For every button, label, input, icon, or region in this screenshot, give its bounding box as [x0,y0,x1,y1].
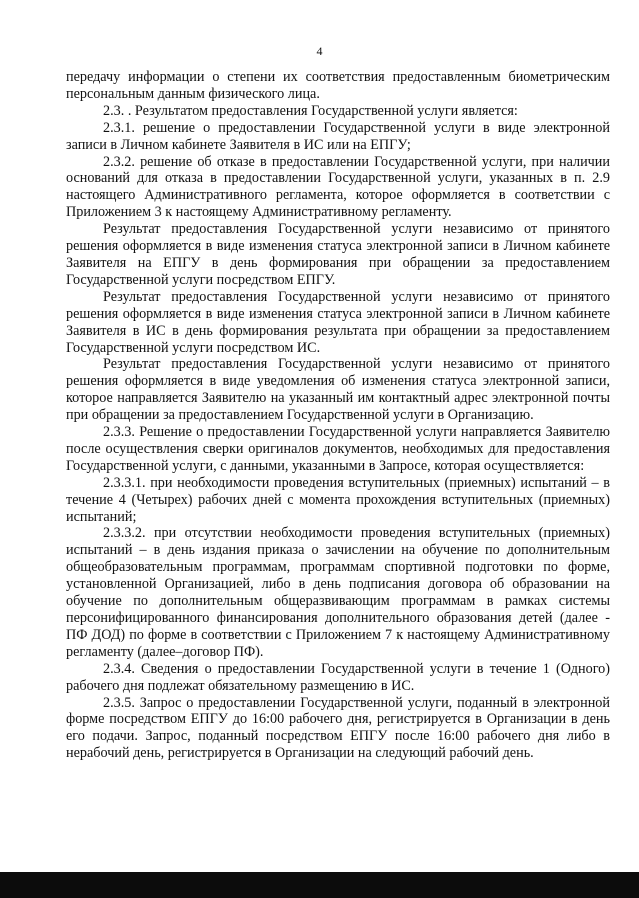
paragraph-result-is: Результат предоставления Государственной услуги независимо от принятого решения оформляется в виде изменения статуса электронной записи в Личном кабинете Заявителя в ИС в день формирования результата при обращении за предоставлением Государственной услуги посредством ИС. [66,288,610,356]
paragraph-2-3-1: 2.3.1. решение о предоставлении Государственной услуги в виде электронной записи в Личном кабинете Заявителя в ИС или на ЕПГУ; [66,119,610,153]
page-number: 4 [316,44,323,58]
scan-bottom-edge [0,872,639,898]
paragraph-2-3-5: 2.3.5. Запрос о предоставлении Государственной услуги, поданный в электронной форме посредством ЕПГУ до 16:00 рабочего дня, регистрируется в Организации в день его подачи. Запрос, поданный посредством ЕПГУ после 16:00 рабочего дня либо в нерабочий день, регистрируется в Организации на следующий рабочий день. [66,694,610,762]
paragraph-result-email: Результат предоставления Государственной услуги независимо от принятого решения оформляется в виде уведомления об изменения статуса электронной записи, которое направляется Заявителю на указанный им контактный адрес электронной почты при обращении за предоставлением Государственной услуги в Организацию. [66,356,610,424]
paragraph-2-3: 2.3. . Результатом предоставления Государственной услуги является: [103,102,518,119]
paragraph-2-3-4: 2.3.4. Сведения о предоставлении Государственной услуги в течение 1 (Одного) рабочего дня подлежат обязательному размещению в ИС. [66,660,610,694]
paragraph-2-3-3: 2.3.3. Решение о предоставлении Государственной услуги направляется Заявителю после осуществления сверки оригиналов документов, необходимых для предоставления Государственной услуги, с данными, указанными в Запросе, которая осуществляется: [66,424,610,474]
paragraph-2-3-3-1: 2.3.3.1. при необходимости проведения вступительных (приемных) испытаний – в течение 4 (Четырех) рабочих дней с момента прохождения вступительных (приемных) испытаний; [66,474,610,525]
paragraph-2-3-3-2: 2.3.3.2. при отсутствии необходимости проведения вступительных (приемных) испытаний – в день издания приказа о зачислении на обучение по дополнительным общеобразовательным программам, программам спортивной подготовки по форме, установленной Организацией, либо в день подписания договора об образовании на обучение по дополнительным общеразвивающим программам в рамках системы персонифицированного финансирования дополнительного образования детей (далее - ПФ ДОД) по форме в соответствии с Приложением 7 к настоящему Административному регламенту (далее–договор ПФ). [66,525,610,660]
paragraph-result-epgu: Результат предоставления Государственной услуги независимо от принятого решения оформляется в виде изменения статуса электронной записи в Личном кабинете Заявителя на ЕПГУ в день формирования при обращении за предоставлением Государственной услуги посредством ЕПГУ. [66,221,610,288]
document-body [66,69,610,762]
paragraph-continuation: передачу информации о степени их соответствия предоставленным биометрическим персональным данным физического лица. [66,69,610,102]
paragraph-2-3-2: 2.3.2. решение об отказе в предоставлении Государственной услуги, при наличии оснований для отказа в предоставлении Государственной услуги, указанных в п. 2.9 настоящего Административного регламента, которое оформляется в соответствии с Приложением 3 к настоящему Административному регламенту. [66,153,610,221]
